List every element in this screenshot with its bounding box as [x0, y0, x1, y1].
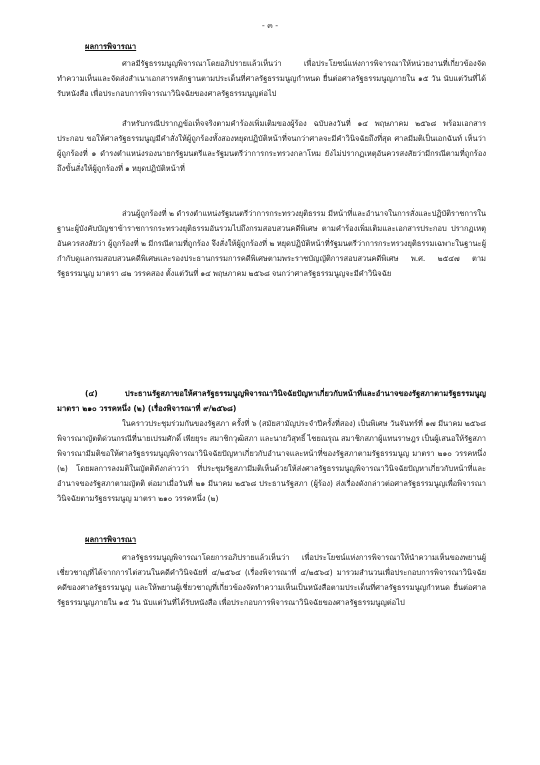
section1-paragraph-1: ศาลมีรัฐธรรมนูญพิจารณาโดยอภิปรายแล้วเห็นว่า เพื่อประโยชน์แห่งการพิจารณาให้หน่วยงานที่เกี่ยวข้องจัดทำความเห็นและจัดส่งสำเนาเอกสารหลักฐานตามประเด็นที่ศาลรัฐธรรมนูญกำหนด ยื่นต่อศาลรัฐธรรมนูญภายใน ๑๕ วัน นับแต่วันที่ได้รับหนังสือ เพื่อประกอบการพิจารณาวินิจฉัยของศาลรัฐธรรมนูญต่อไป [57, 59, 486, 98]
page-number: - ๓ - [261, 21, 279, 30]
section2-heading: ผลการพิจารณา [85, 535, 137, 544]
section1-heading: ผลการพิจารณา [85, 42, 137, 51]
item4-paragraph-1: ในคราวประชุมร่วมกันของรัฐสภา ครั้งที่ ๖ (สมัยสามัญประจำปีครั้งที่สอง) เป็นพิเศษ วันจันทร์ที่ ๑๗ มีนาคม ๒๕๖๘ พิจารณาญัตติด่วนกรณีที่นายเปรมศักดิ์ เพียยุระ สมาชิกวุฒิสภา และนายวิสุทธิ์ ไชยณรุณ สมาชิกสภาผู้แทนราษฎร เป็นผู้เสนอให้รัฐสภาพิจารณามีมติขอให้ศาลรัฐธรรมนูญพิจารณาวินิจฉัยปัญหาเกี่ยวกับอำนาจและหน้าที่ของรัฐสภาตามรัฐธรรมนูญ มาตรา ๒๑๐ วรรคหนึ่ง (๒) โดยผลการลงมติในญัตติดังกล่าวว่า ที่ประชุมรัฐสภามีมติเห็นด้วยให้ส่งศาลรัฐธรรมนูญพิจารณาวินิจฉัยปัญหาเกี่ยวกับหน้าที่และอำนาจของรัฐสภาตามญัตติ ต่อมาเมื่อวันที่ ๒๑ มีนาคม ๒๕๖๘ ประธานรัฐสภา (ผู้ร้อง) ส่งเรื่องดังกล่าวต่อศาลรัฐธรรมนูญเพื่อพิจารณาวินิจฉัยตามรัฐธรรมนูญ มาตรา ๒๑๐ วรรคหนึ่ง (๒) [57, 419, 486, 503]
section1-paragraph-2: สำหรับกรณีปรากฏข้อเท็จจริงตามคำร้องเพิ่มเติมของผู้ร้อง ฉบับลงวันที่ ๑๔ พฤษภาคม ๒๕๖๘ พร้อมเอกสารประกอบ ขอให้ศาลรัฐธรรมนูญมีคำสั่งให้ผู้ถูกร้องทั้งสองหยุดปฏิบัติหน้าที่จนกว่าศาลจะมีคำวินิจฉัยถึงที่สุด ศาลมีมติเป็นเอกฉันท์ เห็นว่า ผู้ถูกร้องที่ ๑ ดำรงตำแหน่งรองนายกรัฐมนตรีและรัฐมนตรีว่าการกระทรวงกลาโหม ยังไม่ปรากฏเหตุอันควรสงสัยว่ามีกรณีตามที่ถูกร้องถึงขั้นสั่งให้ผู้ถูกร้องที่ ๑ หยุดปฏิบัติหน้าที่ [57, 119, 486, 173]
item4-title: (๔) ประธานรัฐสภาขอให้ศาลรัฐธรรมนูญพิจารณาวินิจฉัยปัญหาเกี่ยวกับหน้าที่และอำนาจของรัฐสภาตามรัฐธรรมนูญ มาตรา ๒๑๐ วรรคหนึ่ง (๒) (เรื่องพิจารณาที่ ๙/๒๕๖๘) [57, 389, 486, 413]
section2-paragraph-1: ศาลรัฐธรรมนูญพิจารณาโดยการอภิปรายแล้วเห็นว่า เพื่อประโยชน์แห่งการพิจารณาให้นำความเห็นของพยานผู้เชี่ยวชาญที่ได้จากการไต่สวนในคดีคำวินิจฉัยที่ ๔/๒๕๖๔ (เรื่องพิจารณาที่ ๔/๒๕๖๔) มารวมสำนวนเพื่อประกอบการพิจารณาวินิจฉัยคดีของศาลรัฐธรรมนูญ และให้พยานผู้เชี่ยวชาญที่เกี่ยวข้องจัดทำความเห็นเป็นหนังสือตามประเด็นที่ศาลรัฐธรรมนูญกำหนด ยื่นต่อศาลรัฐธรรมนูญภายใน ๑๕ วัน นับแต่วันที่ได้รับหนังสือ เพื่อประกอบการพิจารณาวินิจฉัยของศาลรัฐธรรมนูญต่อไป [57, 553, 486, 607]
section1-paragraph-3: ส่วนผู้ถูกร้องที่ ๒ ดำรงตำแหน่งรัฐมนตรีว่าการกระทรวงยุติธรรม มีหน้าที่และอำนาจในการสั่งและปฏิบัติราชการในฐานะผู้บังคับบัญชาข้าราชการกระทรวงยุติธรรมอันรวมไปถึงกรมสอบสวนคดีพิเศษ ตามคำร้องเพิ่มเติมและเอกสารประกอบ ปรากฏเหตุอันควรสงสัยว่า ผู้ถูกร้องที่ ๒ มีกรณีตามที่ถูกร้อง จึงสั่งให้ผู้ถูกร้องที่ ๒ หยุดปฏิบัติหน้าที่รัฐมนตรีว่าการกระทรวงยุติธรรมเฉพาะในฐานะผู้กำกับดูแลกรมสอบสวนคดีพิเศษและรองประธานกรรมการคดีพิเศษตามพระราชบัญญัติการสอบสวนคดีพิเศษ พ.ศ. ๒๕๔๗ ตามรัฐธรรมนูญ มาตรา ๘๒ วรรคสอง ตั้งแต่วันที่ ๑๔ พฤษภาคม ๒๕๖๘ จนกว่าศาลรัฐธรรมนูญจะมีคำวินิจฉัย [57, 209, 486, 278]
